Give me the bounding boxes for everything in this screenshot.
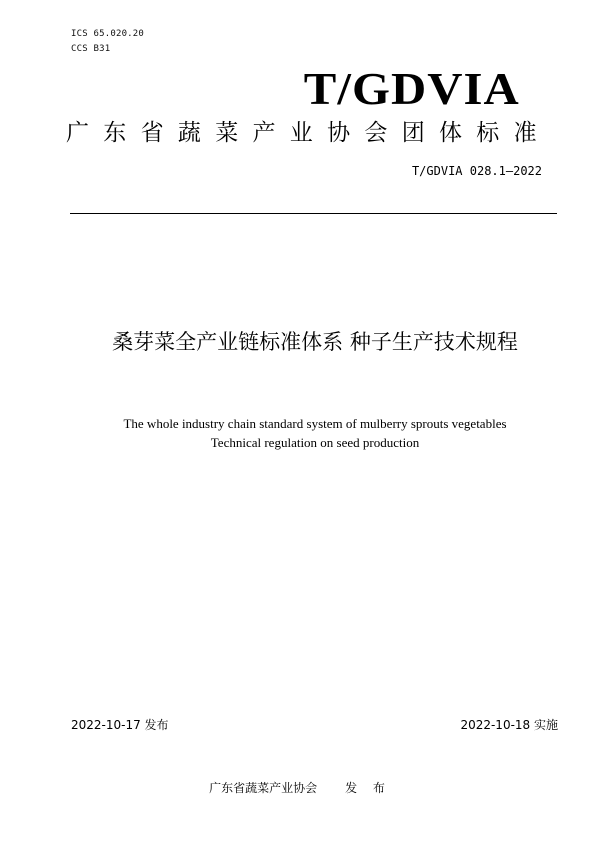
ics-code: ICS 65.020.20 <box>71 29 145 39</box>
publish-label: 发 布 <box>345 781 391 795</box>
document-title-english <box>60 414 570 452</box>
standard-number: T/GDVIA 028.1—2022 <box>411 164 542 178</box>
organization-code: T/GDVIA <box>303 63 520 114</box>
english-title-line-2: Technical regulation on seed production <box>210 435 420 450</box>
english-title-line-1: The whole industry chain standard system of mulberry sprouts vegetables <box>123 416 507 431</box>
issue-date: 2022-10-17 发布 <box>71 718 169 732</box>
standard-type-title: 广东省蔬菜产业协会团体标准 <box>66 120 551 146</box>
header-divider <box>70 213 557 214</box>
issuer-name: 广东省蔬菜产业协会 <box>209 781 318 795</box>
document-title-chinese: 桑芽菜全产业链标准体系 种子生产技术规程 <box>112 330 518 354</box>
issuer-line <box>0 779 600 796</box>
implementation-date: 2022-10-18 实施 <box>460 718 558 732</box>
ccs-code: CCS B31 <box>71 44 111 54</box>
